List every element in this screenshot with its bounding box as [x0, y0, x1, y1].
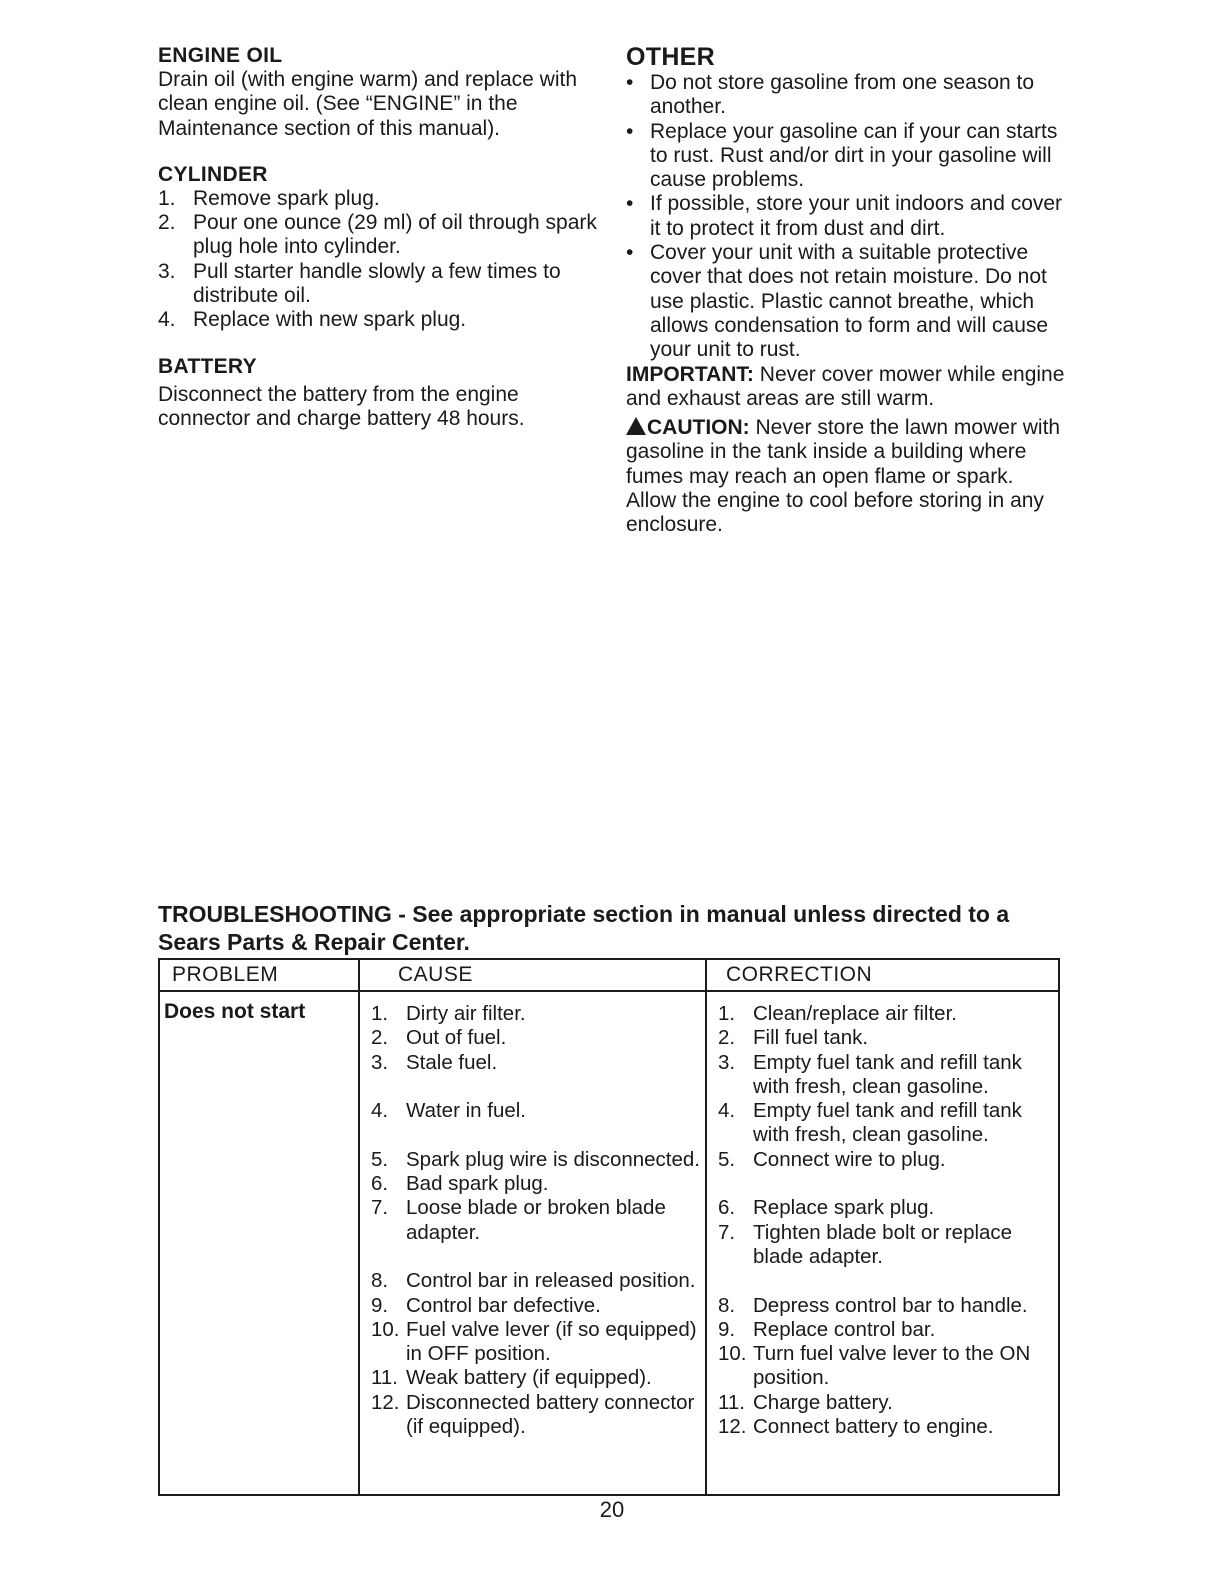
cause-text: Disconnected battery connector (if equipped). — [406, 1390, 695, 1439]
list-item — [626, 192, 1066, 241]
correction-text: Empty fuel tank and refill tank with fresh, clean gasoline. — [753, 1099, 1022, 1147]
correction-number: 7. — [718, 1220, 736, 1244]
correction-number: 10. — [718, 1342, 747, 1366]
correction-number: 1. — [718, 1002, 736, 1025]
bullet-text: If possible, store your unit indoors and cover it to protect it from dust and dirt. — [650, 192, 1063, 240]
step-text: Pull starter handle slowly a few times to distribute oil. — [193, 259, 561, 308]
cause-number: 11. — [371, 1366, 398, 1390]
cause-text: Loose blade or broken blade adapter. — [406, 1196, 666, 1244]
correction-number: 4. — [718, 1099, 736, 1123]
correction-text: Empty fuel tank and refill tank with fresh, clean gasoline. — [753, 1050, 1022, 1098]
bullet-text: Cover your unit with a suitable protective cover that does not retain moisture. Do not use plastic. Plastic cannot breathe, which allows condensation to form and will cause your unit to rust. — [650, 241, 1049, 362]
cause-text: Control bar in released position. — [406, 1269, 696, 1293]
list-item — [718, 1196, 1058, 1220]
correction-text: Fill fuel tank. — [753, 1026, 869, 1050]
correction-text: Tighten blade bolt or replace blade adapter. — [753, 1220, 1013, 1268]
correction-text: Depress control bar to handle. — [753, 1293, 1028, 1317]
cause-number: 7. — [371, 1196, 389, 1220]
correction-number: 2. — [718, 1026, 736, 1050]
list-item — [718, 1221, 1058, 1270]
important-label: IMPORTANT: — [626, 362, 754, 386]
cause-text: Dirty air filter. — [406, 1002, 526, 1025]
bullet-icon: • — [626, 192, 634, 216]
other-bullets — [626, 71, 1066, 363]
column-header-cause: CAUSE — [398, 963, 473, 986]
cause-text: Weak battery (if equipped). — [406, 1366, 652, 1390]
cause-number: 2. — [371, 1026, 389, 1050]
list-item — [718, 1099, 1058, 1148]
left-column — [158, 44, 608, 431]
cause-number: 8. — [371, 1269, 389, 1293]
column-divider — [358, 960, 360, 1494]
bullet-icon: • — [626, 241, 634, 265]
engine-oil-body: Drain oil (with engine warm) and replace with clean engine oil. (See “ENGINE” in the Maintenance section of this manual). — [158, 68, 578, 140]
step-text: Remove spark plug. — [193, 186, 380, 210]
cylinder-heading: CYLINDER — [158, 162, 268, 186]
page-number: 20 — [599, 1497, 625, 1522]
bullet-icon: • — [626, 119, 634, 143]
bullet-text: Replace your gasoline can if your can starts to rust. Rust and/or dirt in your gasoline will cause problems. — [650, 119, 1058, 192]
column-divider — [705, 960, 707, 1494]
correction-number: 8. — [718, 1293, 736, 1317]
correction-number: 11. — [718, 1390, 745, 1414]
list-item — [158, 211, 608, 260]
correction-text: Replace spark plug. — [753, 1196, 935, 1220]
list-item — [158, 308, 608, 332]
list-item — [626, 71, 1066, 120]
caution-label: CAUTION: — [647, 416, 750, 440]
list-item — [371, 1269, 701, 1293]
step-number: 4. — [158, 308, 176, 332]
cylinder-steps — [158, 187, 608, 333]
important-text: Never cover mower while engine and exhaust areas are still warm. — [626, 362, 1065, 410]
cause-text: Water in fuel. — [406, 1099, 527, 1123]
caution-note — [626, 416, 1066, 537]
right-column — [626, 44, 1066, 538]
cause-number: 4. — [371, 1099, 389, 1123]
cause-number: 9. — [371, 1293, 389, 1317]
list-item — [371, 1099, 701, 1123]
list-item — [718, 1148, 1058, 1172]
correction-number: 5. — [718, 1147, 736, 1171]
correction-number: 3. — [718, 1050, 736, 1074]
step-number: 3. — [158, 259, 176, 283]
cause-number: 5. — [371, 1147, 389, 1171]
list-item — [371, 1294, 701, 1318]
cause-text: Control bar defective. — [406, 1293, 601, 1317]
list-item — [371, 1172, 701, 1196]
list-item — [371, 1366, 701, 1390]
troubleshooting-heading: TROUBLESHOOTING - See appropriate section in manual unless directed to a Sears Parts & Repair Center. — [158, 901, 1010, 955]
header-divider — [160, 990, 1058, 992]
correction-text: Clean/replace air filter. — [753, 1002, 957, 1025]
cause-text: Spark plug wire is disconnected. — [406, 1147, 700, 1171]
warning-triangle-icon — [626, 417, 646, 435]
step-number: 2. — [158, 211, 176, 235]
step-number: 1. — [158, 186, 176, 210]
cause-number: 10. — [371, 1317, 400, 1341]
cause-number: 1. — [371, 1002, 389, 1025]
list-item — [718, 1051, 1058, 1100]
correction-text: Turn fuel valve lever to the ON position. — [753, 1342, 1031, 1390]
cause-number: 3. — [371, 1050, 389, 1074]
list-item — [371, 1051, 701, 1075]
list-item — [718, 1294, 1058, 1318]
column-header-problem: PROBLEM — [172, 963, 279, 986]
correction-number: 12. — [718, 1415, 747, 1439]
bullet-icon: • — [626, 71, 634, 94]
list-item — [718, 1002, 1058, 1026]
step-text: Pour one ounce (29 ml) of oil through spark plug hole into cylinder. — [193, 211, 597, 259]
list-item — [371, 1391, 701, 1440]
step-text: Replace with new spark plug. — [193, 308, 467, 332]
correction-number: 9. — [718, 1317, 736, 1341]
list-item — [371, 1026, 701, 1050]
correction-text: Connect battery to engine. — [753, 1415, 994, 1439]
list-item — [718, 1415, 1058, 1439]
list-item — [626, 241, 1066, 362]
list-item — [158, 187, 608, 211]
list-item — [718, 1391, 1058, 1415]
list-item — [718, 1318, 1058, 1342]
cause-text: Bad spark plug. — [406, 1172, 549, 1196]
other-heading: OTHER — [626, 43, 715, 71]
engine-oil-heading: ENGINE OIL — [158, 44, 283, 67]
problem-cell: Does not start — [164, 1000, 306, 1023]
correction-cell — [718, 1002, 1058, 1439]
list-item — [371, 1318, 701, 1367]
battery-heading: BATTERY — [158, 354, 257, 378]
list-item — [718, 1342, 1058, 1391]
caution-text: Never store the lawn mower with gasoline in the tank inside a building where fumes may reach an open flame or spark. Allow the engine to cool before storing in any enclosure. — [626, 416, 1061, 537]
list-item — [371, 1148, 701, 1172]
bullet-text: Do not store gasoline from one season to another. — [650, 71, 1035, 119]
cause-text: Out of fuel. — [406, 1026, 507, 1050]
battery-body: Disconnect the battery from the engine connector and charge battery 48 hours. — [158, 382, 525, 430]
important-note — [626, 363, 1066, 412]
cause-number: 12. — [371, 1390, 400, 1414]
cause-cell — [371, 1002, 701, 1439]
correction-number: 6. — [718, 1196, 736, 1220]
list-item — [158, 260, 608, 309]
list-item — [718, 1026, 1058, 1050]
correction-text: Replace control bar. — [753, 1317, 936, 1341]
correction-text: Connect wire to plug. — [753, 1147, 946, 1171]
cause-text: Fuel valve lever (if so equipped) in OFF position. — [406, 1317, 697, 1366]
column-header-correction: CORRECTION — [726, 963, 873, 986]
cause-number: 6. — [371, 1172, 389, 1196]
list-item — [371, 1002, 701, 1026]
cause-text: Stale fuel. — [406, 1050, 498, 1074]
troubleshooting-table — [158, 958, 1060, 1496]
correction-text: Charge battery. — [753, 1390, 893, 1414]
list-item — [371, 1196, 701, 1245]
list-item — [626, 120, 1066, 193]
